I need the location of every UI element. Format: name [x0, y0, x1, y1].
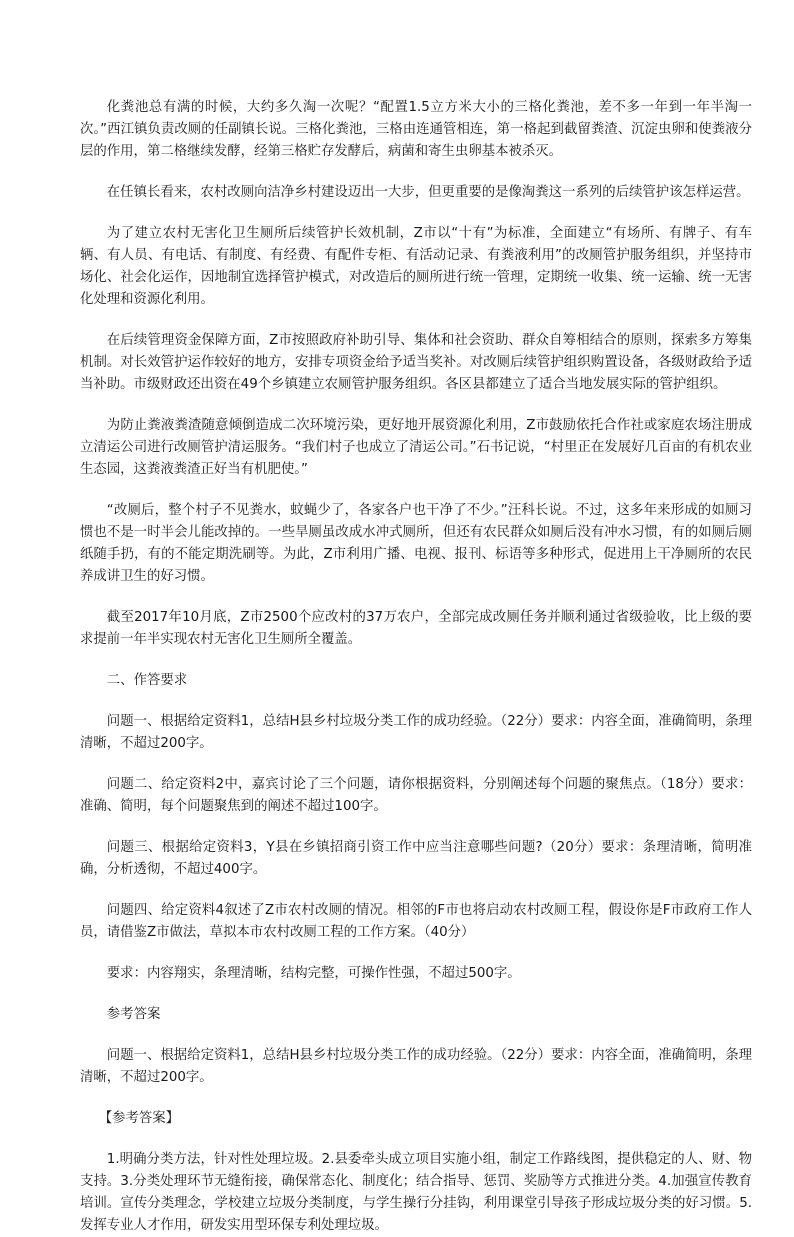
question-2: 问题二、给定资料2中，嘉宾讨论了三个问题，请你根据资料，分别阐述每个问题的聚焦点。（18分）要求：准确、简明，每个问题聚焦到的阐述不超过100字。: [80, 777, 752, 814]
paragraph-coverage: 截至2017年10月底，Z市2500个应改村的37万农户，全部完成改厕任务并顺利通过省级验收，比上级的要求提前一年半实现农村无害化卫生厕所全覆盖。: [80, 610, 752, 647]
paragraph-cleaning-company: 为防止粪液粪渣随意倾倒造成二次环境污染，更好地开展资源化利用，Z市鼓励依托合作社或家庭农场注册成立清运公司进行改厕管护清运服务。“我们村子也成立了清运公司。”石书记说，“村里正在发展好几百亩的有机农业生态园，这粪液粪渣正好当有机肥使。”: [80, 418, 752, 477]
paragraph-ren-view: 在任镇长看来，农村改厕向洁净乡村建设迈出一大步，但更重要的是像淘粪这一系列的后续管护该怎样运营。: [106, 185, 750, 200]
answer-label: 【参考答案】: [98, 1111, 180, 1126]
section-heading: 二、作答要求: [106, 673, 188, 688]
question-1: 问题一、根据给定资料1，总结H县乡村垃圾分类工作的成功经验。（22分）要求：内容全面，准确简明，条理清晰，不超过200字。: [80, 714, 752, 751]
reference-question: 问题一、根据给定资料1，总结H县乡村垃圾分类工作的成功经验。（22分）要求：内容全面，准确简明，条理清晰，不超过200字。: [80, 1048, 752, 1085]
question-4-requirement: 要求：内容翔实，条理清晰，结构完整，可操作性强，不超过500字。: [106, 966, 521, 981]
question-3: 问题三、根据给定资料3，Y县在乡镇招商引资工作中应当注意哪些问题?（20分）要求：条理清晰，简明准确，分析透彻，不超过400字。: [80, 840, 752, 877]
question-4: 问题四、给定资料4叙述了Z市农村改厕的情况。相邻的F市也将启动农村改厕工程，假设你是F市政府工作人员，请借鉴Z市做法，草拟本市农村改厕工程的工作方案。（40分）: [80, 903, 752, 940]
paragraph-mechanism: 为了建立农村无害化卫生厕所后续管护长效机制，Z市以“十有”为标准，全面建立“有场所、有牌子、有车辆、有人员、有电话、有制度、有经费、有配件专柜、有活动记录、有粪液利用”的改厕管护服务组织，并坚持市场化、社会化运作，因地制宜选择管护模式，对改造后的厕所进行统一管理，定期统一收集、统一运输、统一无害化处理和资源化利用。: [80, 226, 752, 307]
paragraph-funding: 在后续管理资金保障方面，Z市按照政府补助引导、集体和社会资助、群众自筹相结合的原则，探索多方筹集机制。对长效管护运作较好的地方，安排专项资金给予适当奖补。对改厕后续管护组织购置设备，各级财政给予适当补助。市级财政还出资在49个乡镇建立农厕管护服务组织。各区县都建立了适合当地发展实际的管护组织。: [80, 333, 752, 392]
paragraph-septic-tank: 化粪池总有满的时候，大约多久淘一次呢？“配置1.5立方米大小的三格化粪池，差不多一年到一年半淘一次。”西江镇负责改厕的任副镇长说。三格化粪池，三格由连通管相连，第一格起到截留粪渣、沉淀虫卵和使粪液分层的作用，第二格继续发酵，经第三格贮存发酵后，病菌和寄生虫卵基本被杀灭。: [80, 100, 752, 159]
answer-text: 1.明确分类方法，针对性处理垃圾。2.县委牵头成立项目实施小组，制定工作路线图，提供稳定的人、财、物支持。3.分类处理环节无缝衔接，确保常态化、制度化；结合指导、惩罚、奖励等方式推进分类。4.加强宣传教育培训。宣传分类理念，学校建立垃圾分类制度，与学生操行分挂钩，利用课堂引导孩子形成垃圾分类的好习惯。5.发挥专业人才作用，研发实用型环保专利处理垃圾。: [80, 1152, 752, 1233]
paragraph-habits: “改厕后，整个村子不见粪水，蚊蝇少了，各家各户也干净了不少。”汪科长说。不过，这多年来形成的如厕习惯也不是一时半会儿能改掉的。一些旱厕虽改成水冲式厕所，但还有农民群众如厕后没有冲水习惯，有的如厕后厕纸随手扔，有的不能定期洗刷等。为此，Z市利用广播、电视、报刊、标语等多种形式，促进用上干净厕所的农民养成讲卫生的好习惯。: [80, 503, 752, 584]
document-page: [80, 97, 752, 1237]
reference-heading: 参考答案: [106, 1007, 161, 1022]
